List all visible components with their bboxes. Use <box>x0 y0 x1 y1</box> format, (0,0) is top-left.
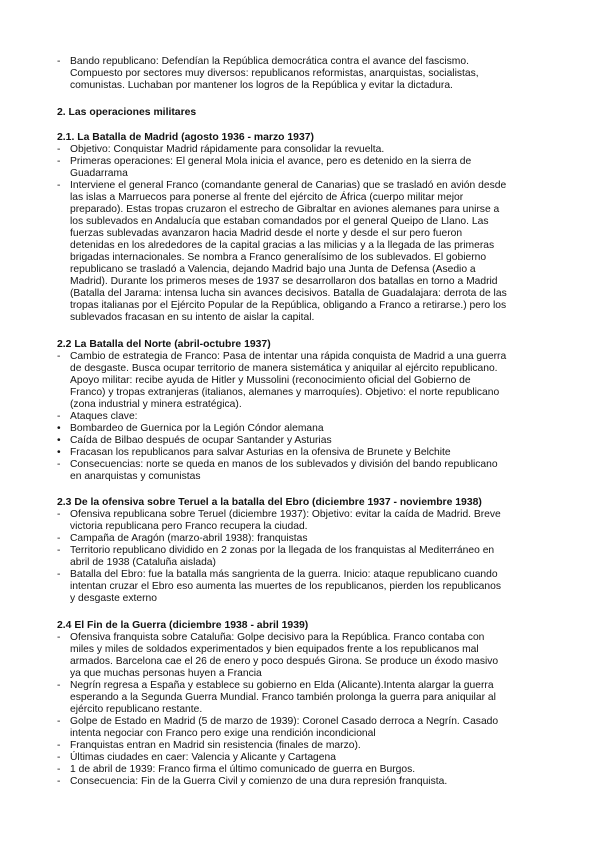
bullet-marker: • <box>57 422 61 434</box>
text-line: Consecuencias: norte se queda en manos de los sublevados y división del bando republicano <box>70 458 498 470</box>
text-line: armados. Barcelona cae el 26 de enero y poco después Girona. Se produce un éxodo masivo <box>70 655 499 667</box>
list-item <box>57 180 559 324</box>
list-item-text <box>70 509 559 533</box>
text-line: Batalla del Ebro: fue la batalla más sangrienta de la guerra. Inicio: ataque republicano cuando <box>70 569 498 580</box>
bullet-marker: • <box>57 446 61 458</box>
list-item-text <box>70 423 559 435</box>
dash-marker: - <box>57 533 61 544</box>
list-item-text <box>70 156 559 180</box>
text-line: Territorio republicano dividido en 2 zonas por la llegada de los franquistas al Mediterráneo en <box>70 545 495 556</box>
list-item <box>57 776 559 788</box>
list-item-text <box>70 180 559 324</box>
list-item <box>57 509 559 533</box>
text-line: (Batalla del Jarama: intensa lucha sin avances decisivos. Batalla de Guadalajara: derrota de las <box>70 288 507 299</box>
text-line: Compuesto por sectores muy diversos: republicanos reformistas, anarquistas, socialistas, <box>70 68 479 79</box>
dash-marker: - <box>57 350 61 362</box>
bullet-list <box>57 509 559 605</box>
sections-container <box>57 131 559 788</box>
text-line: Apoyo militar: recibe ayuda de Hitler y Mussolini (reconocimiento oficial del Gobierno de <box>70 374 471 386</box>
subsection-heading: 2.4 El Fin de la Guerra (diciembre 1938 - abril 1939) <box>57 619 309 631</box>
list-item-text <box>70 680 559 716</box>
list-item-text <box>70 545 559 569</box>
list-item-text <box>70 144 559 156</box>
list-item-text <box>70 435 559 447</box>
text-line: 1 de abril de 1939: Franco firma el último comunicado de guerra en Burgos. <box>70 763 416 775</box>
list-item-text <box>70 447 559 459</box>
text-line: republicano se trasladó a Valencia, dejando Madrid bajo una Junta de Defensa (Asedio a <box>70 264 476 275</box>
text-line: ejército republicano restante. <box>70 703 203 715</box>
bullet-list <box>57 632 559 788</box>
text-line: Bando republicano: Defendían la República democrática contra el avance del fascismo. <box>70 56 469 67</box>
text-line: los sublevados en Andalucía que estaban comandados por el general Queipo de Llano. Las <box>70 216 489 227</box>
text-line: Caída de Bilbao después de ocupar Santander y Asturias <box>70 434 332 446</box>
text-line: Primeras operaciones: El general Mola inicia el avance, pero es detenido en la sierra de <box>70 156 472 167</box>
dash-marker: - <box>57 751 61 763</box>
dash-marker: - <box>57 715 61 727</box>
text-line: Campaña de Aragón (marzo-abril 1938): franquistas <box>70 533 308 544</box>
dash-marker: - <box>57 144 61 155</box>
text-line: intenta negociar con Franco pero exige una rendición incondicional <box>70 727 376 739</box>
text-line: Negrín regresa a España y establece su gobierno en Elda (Alicante).Intenta alargar la guerra <box>70 679 494 691</box>
list-item <box>57 680 559 716</box>
text-line: sublevados fracasan en su intento de aislar la capital. <box>70 312 315 323</box>
list-item <box>57 752 559 764</box>
list-item <box>57 764 559 776</box>
dash-marker: - <box>57 631 61 643</box>
list-item-text <box>70 752 559 764</box>
text-line: esperando a la Segunda Guerra Mundial. Franco también prolonga la guerra para aniquilar al <box>70 691 496 703</box>
text-line: Cambio de estrategia de Franco: Pasa de intentar una rápida conquista de Madrid a una guerra <box>70 350 507 362</box>
text-line: Consecuencia: Fin de la Guerra Civil y comienzo de una dura represión franquista. <box>70 775 448 787</box>
bullet-marker: • <box>57 434 61 446</box>
dash-marker: - <box>57 410 61 422</box>
list-item-text <box>70 740 559 752</box>
bullet-list <box>57 351 559 483</box>
text-line: miles y miles de soldados experimentados y bien equipados frente a los republicanos mal <box>70 643 479 655</box>
text-line: (zona industrial y minera estratégica). <box>70 398 242 410</box>
text-line: ya que muchas personas huyen a Francia <box>70 667 262 679</box>
text-line: abril de 1938 (Cataluña aislada) <box>70 557 216 568</box>
dash-marker: - <box>57 509 61 520</box>
text-line: preparado). Estas tropas cruzaron el estrecho de Gibraltar en aviones alemanes para unirse a <box>70 204 500 215</box>
text-line: Bombardeo de Guernica por la Legión Cóndor alemana <box>70 422 324 434</box>
dash-marker: - <box>57 763 61 775</box>
text-line: fuerzas sublevadas avanzaron hacia Madrid desde el norte y desde el sur pero fueron <box>70 228 463 239</box>
list-item <box>57 459 559 483</box>
dash-marker: - <box>57 180 61 191</box>
list-item-text <box>70 716 559 740</box>
list-item-text <box>70 569 559 605</box>
subsection-heading: 2.1. La Batalla de Madrid (agosto 1936 - marzo 1937) <box>57 132 314 143</box>
subsection <box>57 131 559 324</box>
dash-marker: - <box>57 545 61 556</box>
text-line: Interviene el general Franco (comandante general de Canarias) que se trasladó en avión desde <box>70 180 507 191</box>
dash-marker: - <box>57 458 61 470</box>
text-line: Objetivo: Conquistar Madrid rápidamente para consolidar la revuelta. <box>70 144 385 155</box>
text-line: Ofensiva republicana sobre Teruel (diciembre 1937): Objetivo: evitar la caída de Madrid. Breve <box>70 509 501 520</box>
dash-marker: - <box>57 775 61 787</box>
intro-block <box>57 56 559 92</box>
subsection <box>57 619 559 788</box>
list-item <box>57 411 559 423</box>
text-line: comunistas. Luchaban por mantener los logros de la República y evitar la dictadura. <box>70 80 453 91</box>
list-item-text <box>70 764 559 776</box>
subsection <box>57 496 559 605</box>
list-item <box>57 632 559 680</box>
list-item-text <box>70 351 559 411</box>
list-item <box>57 716 559 740</box>
list-item <box>57 156 559 180</box>
list-item-text <box>70 459 559 483</box>
text-line: brigadas internacionales. Se nombra a Franco generalísimo de los sublevados. El gobierno <box>70 252 487 263</box>
text-line: de desgaste. Busca ocupar territorio de manera sistemática y aniquilar al ejército republicano. <box>70 362 498 374</box>
text-line: Fracasan los republicanos para salvar Asturias en la ofensiva de Brunete y Belchite <box>70 446 451 458</box>
subsection <box>57 338 559 483</box>
list-item <box>57 569 559 605</box>
text-line: Franquistas entran en Madrid sin resistencia (finales de marzo). <box>70 739 361 751</box>
text-line: Últimas ciudades en caer: Valencia y Alicante y Cartagena <box>70 751 336 763</box>
list-item-text <box>70 533 559 545</box>
text-line: Guadarrama <box>70 168 128 179</box>
text-line: Ataques clave: <box>70 410 138 422</box>
text-line: Madrid). Durante los primeros meses de 1937 se desarrollaron dos batallas en torno a Madrid <box>70 276 498 287</box>
dash-marker: - <box>57 56 61 67</box>
list-item <box>57 533 559 545</box>
subsection-heading: 2.3 De la ofensiva sobre Teruel a la batalla del Ebro (diciembre 1937 - noviembre 1938) <box>57 497 482 508</box>
text-line: victoria republicana pero Franco recupera la ciudad. <box>70 521 308 532</box>
text-line: detenidas en los alrededores de la capital gracias a las milicias y a la llegada de las primeras <box>70 240 495 251</box>
list-item <box>57 144 559 156</box>
dash-marker: - <box>57 156 61 167</box>
list-item <box>57 435 559 447</box>
dash-marker: - <box>57 679 61 691</box>
text-line: las islas a Marruecos para ponerse al frente del ejército de África (cuerpo militar mejor <box>70 192 464 203</box>
text-line: Ofensiva franquista sobre Cataluña: Golpe decisivo para la República. Franco contaba con <box>70 631 485 643</box>
text-line: tropas italianas por el Ejército Popular de la República, obligando a Franco a retirarse.) pero los <box>70 300 507 311</box>
text-line: y desgaste externo <box>70 593 158 604</box>
bullet-list <box>57 144 559 324</box>
list-item-text <box>70 411 559 423</box>
list-item <box>57 740 559 752</box>
text-line: Golpe de Estado en Madrid (5 de marzo de 1939): Coronel Casado derroca a Negrín. Casado <box>70 715 499 727</box>
section-heading: 2. Las operaciones militares <box>57 107 197 118</box>
list-item-text <box>70 776 559 788</box>
list-item-text <box>70 56 559 92</box>
text-line: en anarquistas y comunistas <box>70 470 201 482</box>
dash-marker: - <box>57 739 61 751</box>
list-item <box>57 545 559 569</box>
text-line: intentan cruzar el Ebro eso aumenta las muertes de los republicanos, pierden los republicanos <box>70 581 502 592</box>
subsection-heading: 2.2 La Batalla del Norte (abril-octubre 1937) <box>57 338 271 350</box>
list-item <box>57 351 559 411</box>
list-item <box>57 423 559 435</box>
list-item <box>57 447 559 459</box>
text-line: Franco) y tropas extranjeras (italianos, alemanes y marroquíes). Objetivo: el norte republicano <box>70 386 500 398</box>
list-item-text <box>70 632 559 680</box>
list-item <box>57 56 559 92</box>
dash-marker: - <box>57 569 61 580</box>
